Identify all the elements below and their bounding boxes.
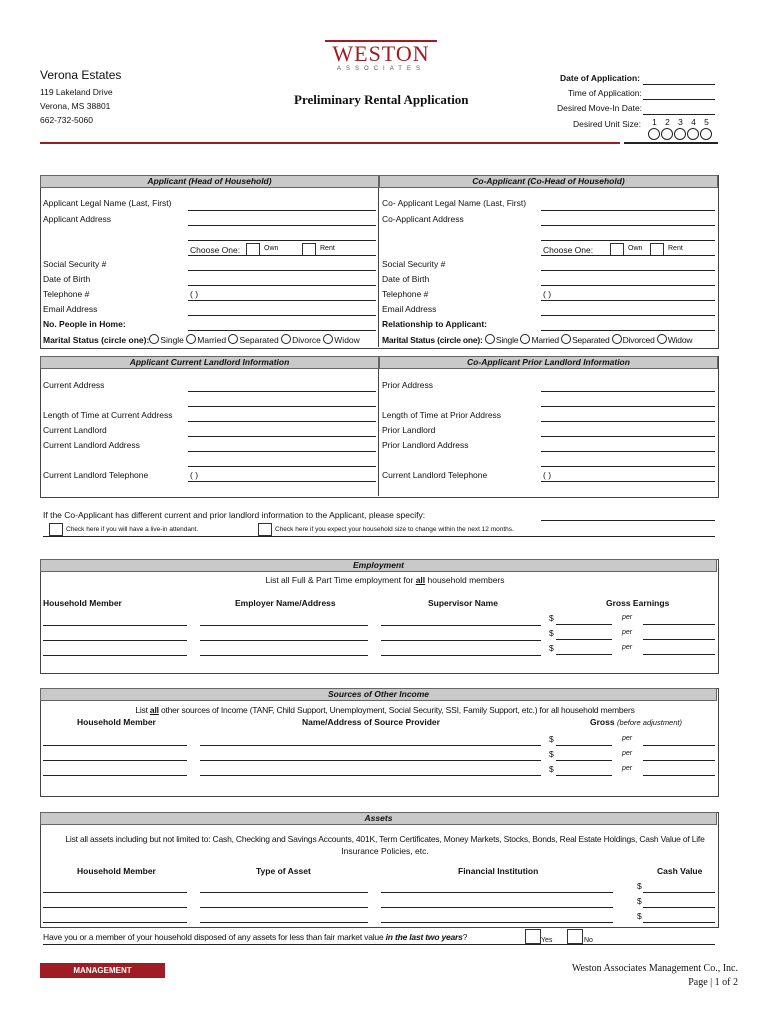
unit-size-circle-1[interactable]	[648, 128, 660, 140]
assets-disposed-question	[43, 932, 467, 942]
coapplicant-dob-field[interactable]	[541, 285, 715, 286]
coapplicant-phone-field[interactable]	[541, 300, 715, 301]
assets-col-cash: Cash Value	[657, 866, 703, 876]
checks-underline	[43, 536, 715, 537]
employment-member-field[interactable]	[43, 655, 187, 656]
header-divider-black	[624, 142, 718, 144]
coapplicant-single-label: Single	[495, 335, 519, 345]
applicant-single-label: Single	[160, 335, 184, 345]
employment-employer-field[interactable]	[200, 625, 368, 626]
move-in-date-field[interactable]	[643, 114, 715, 115]
other-income-per: per	[622, 765, 633, 772]
employment-supervisor-field[interactable]	[381, 655, 541, 656]
unit-size-4: 4	[691, 117, 696, 127]
applicant-own-label: Own	[264, 245, 279, 252]
coapplicant-widow-radio[interactable]	[657, 334, 667, 344]
length-prior-label: Length of Time at Prior Address	[382, 410, 502, 420]
current-address-field-2[interactable]	[188, 406, 376, 407]
employment-per: per	[622, 644, 633, 651]
disposed-no-checkbox[interactable]	[567, 929, 583, 944]
assets-dollar: $	[637, 911, 642, 921]
employment-per-field[interactable]	[643, 654, 715, 655]
applicant-marital-label: Marital Status (circle one):	[43, 335, 150, 345]
coapplicant-phone-label: Telephone #	[382, 289, 429, 299]
prior-address-label: Prior Address	[382, 380, 434, 390]
time-of-application-field[interactable]	[643, 99, 715, 100]
coapplicant-ssn-field[interactable]	[541, 270, 715, 271]
other-income-gross-field[interactable]	[556, 745, 612, 746]
disposed-yes-label: Yes	[541, 937, 553, 944]
coapplicant-email-field[interactable]	[541, 315, 715, 316]
other-income-sub-pre: List	[135, 705, 150, 715]
employment-member-field[interactable]	[43, 625, 187, 626]
disposed-no-label: No	[584, 937, 593, 944]
footer-page-number: Page | 1 of 2	[688, 977, 738, 988]
coapplicant-email-label: Email Address	[382, 304, 437, 314]
live-in-attendant-label: Check here if you will have a live-in attendant.	[66, 526, 199, 533]
management-label: MANAGEMENT	[73, 966, 132, 975]
employment-per-field[interactable]	[643, 639, 715, 640]
other-income-col-member: Household Member	[77, 717, 156, 727]
coapplicant-relationship-label: Relationship to Applicant:	[382, 319, 487, 329]
employment-dollar: $	[549, 613, 554, 623]
employment-member-field[interactable]	[43, 640, 187, 641]
coapplicant-separated-label: Separated	[572, 335, 610, 345]
employment-supervisor-field[interactable]	[381, 625, 541, 626]
household-size-change-checkbox[interactable]	[258, 523, 272, 536]
applicant-address-label: Applicant Address	[43, 214, 112, 224]
assets-subtitle-2: Insurance Policies, etc.	[341, 846, 429, 856]
coapplicant-phone-paren: ( )	[543, 289, 552, 299]
current-landlord-address-field-1[interactable]	[188, 451, 376, 452]
household-size-change-label: Check here if you expect your household size to change within the next 12 months.	[275, 526, 514, 533]
other-income-col-gross	[590, 717, 682, 727]
employment-gross-field[interactable]	[556, 654, 612, 655]
employment-supervisor-field[interactable]	[381, 640, 541, 641]
assets-type-field[interactable]	[200, 907, 368, 908]
other-income-per-field[interactable]	[643, 760, 715, 761]
current-landlord-label: Current Landlord	[43, 425, 107, 435]
live-in-attendant-checkbox[interactable]	[49, 523, 63, 536]
logo-sub: ASSOCIATES	[337, 66, 425, 72]
applicant-separated-label: Separated	[239, 335, 279, 345]
unit-size-circle-3[interactable]	[674, 128, 686, 140]
coapplicant-marital-row	[382, 334, 692, 345]
unit-size-circle-5[interactable]	[700, 128, 712, 140]
applicant-dob-label: Date of Birth	[43, 274, 91, 284]
unit-size-circle-4[interactable]	[687, 128, 699, 140]
other-income-provider-field[interactable]	[200, 745, 541, 746]
prior-address-field-1[interactable]	[541, 391, 715, 392]
assets-cash-field[interactable]	[643, 907, 715, 908]
other-income-member-field[interactable]	[43, 775, 187, 776]
applicant-marital-row	[43, 334, 360, 345]
assets-institution-field[interactable]	[381, 907, 613, 908]
coapplicant-own-label: Own	[628, 245, 643, 252]
disposed-yes-checkbox[interactable]	[525, 929, 541, 944]
date-of-application-field[interactable]	[643, 84, 715, 85]
other-income-provider-field[interactable]	[200, 775, 541, 776]
coapplicant-widow-label: Widow	[667, 335, 693, 345]
current-landlord-phone-field[interactable]	[188, 481, 376, 482]
prior-landlord-label: Prior Landlord	[382, 425, 436, 435]
other-income-sub-post: other sources of Income (TANF, Child Support, Unemployment, Social Security, SSI, Family Support, etc.) for all household members	[158, 705, 635, 715]
disposed-bold: in the last two years	[385, 932, 463, 942]
property-phone: 662-732-5060	[40, 115, 93, 125]
other-income-per-field[interactable]	[643, 745, 715, 746]
other-income-header: Sources of Other Income	[40, 688, 717, 701]
coapplicant-choose-line	[541, 255, 715, 256]
coapplicant-married-label: Married	[531, 335, 559, 345]
coapplicant-divorced-radio[interactable]	[612, 334, 622, 344]
landlord-header-right: Co-Applicant Prior Landlord Information	[379, 356, 718, 369]
applicant-choose-label: Choose One:	[190, 245, 241, 255]
unit-size-2: 2	[665, 117, 670, 127]
employment-col-member: Household Member	[43, 598, 122, 608]
employment-gross-field[interactable]	[556, 624, 612, 625]
applicant-divorce-radio[interactable]	[281, 334, 291, 344]
employment-employer-field[interactable]	[200, 655, 368, 656]
applicant-divider	[378, 175, 379, 347]
management-badge	[40, 963, 165, 978]
employment-sub-post: household members	[425, 575, 505, 585]
coapplicant-ssn-label: Social Security #	[382, 259, 446, 269]
prior-landlord-address-label: Prior Landlord Address	[382, 440, 469, 450]
prior-address-field-2[interactable]	[541, 406, 715, 407]
other-income-gross-field[interactable]	[556, 760, 612, 761]
other-income-provider-field[interactable]	[200, 760, 541, 761]
other-income-sub-bold: all	[149, 705, 159, 715]
assets-dollar: $	[637, 881, 642, 891]
length-current-label: Length of Time at Current Address	[43, 410, 173, 420]
assets-type-field[interactable]	[200, 892, 368, 893]
other-income-gross-italic: (before adjustment)	[616, 718, 682, 727]
right-landlord-phone-paren: ( )	[543, 470, 552, 480]
right-landlord-phone-field[interactable]	[541, 481, 715, 482]
assets-institution-field[interactable]	[381, 892, 613, 893]
applicant-separated-radio[interactable]	[228, 334, 238, 344]
coapplicant-name-field[interactable]	[541, 210, 715, 211]
unit-size-5: 5	[704, 117, 709, 127]
unit-size-3: 3	[678, 117, 683, 127]
employment-employer-field[interactable]	[200, 640, 368, 641]
coapplicant-married-radio[interactable]	[520, 334, 530, 344]
coapplicant-header: Co-Applicant (Co-Head of Household)	[379, 175, 718, 188]
time-of-application-label: Time of Application:	[568, 88, 642, 98]
other-income-gross-bold: Gross	[590, 717, 615, 727]
assets-subtitle-1: List all assets including but not limited to: Cash, Checking and Savings Accounts, 401K, Term Certificates, Money Markets, Stocks, Bonds, Real Estate Holdings, Cash Value of Life	[65, 834, 705, 844]
current-address-field-1[interactable]	[188, 391, 376, 392]
property-name: Verona Estates	[40, 68, 122, 82]
other-income-dollar: $	[549, 764, 554, 774]
coapplicant-single-radio[interactable]	[485, 334, 495, 344]
current-landlord-address-label: Current Landlord Address	[43, 440, 140, 450]
applicant-header: Applicant (Head of Household)	[40, 175, 379, 188]
employment-per-field[interactable]	[643, 624, 715, 625]
current-address-label: Current Address	[43, 380, 105, 390]
coapplicant-divorced-label: Divorced	[622, 335, 655, 345]
employment-col-employer: Employer Name/Address	[235, 598, 336, 608]
assets-col-institution: Financial Institution	[458, 866, 539, 876]
employment-dollar: $	[549, 643, 554, 653]
applicant-email-field[interactable]	[188, 315, 376, 316]
coapplicant-marital-label: Marital Status (circle one):	[382, 335, 483, 345]
assets-member-field[interactable]	[43, 892, 187, 893]
coapplicant-choose-label: Choose One:	[543, 245, 594, 255]
coapplicant-rent-label: Rent	[668, 245, 683, 252]
employment-col-supervisor: Supervisor Name	[428, 598, 498, 608]
unit-size-label: Desired Unit Size:	[573, 119, 642, 129]
prior-landlord-field[interactable]	[541, 436, 715, 437]
applicant-people-label: No. People in Home:	[43, 319, 126, 329]
coapplicant-address-field-2[interactable]	[541, 240, 715, 241]
employment-per: per	[622, 614, 633, 621]
assets-institution-field[interactable]	[381, 922, 613, 923]
other-income-per-field[interactable]	[643, 775, 715, 776]
disposed-pre: Have you or a member of your household disposed of any assets for less than fair market value	[43, 932, 386, 942]
footer-company: Weston Associates Management Co., Inc.	[571, 963, 738, 974]
unit-size-circle-2[interactable]	[661, 128, 673, 140]
applicant-choose-line	[188, 255, 376, 256]
employment-header: Employment	[40, 559, 717, 572]
header-divider-red	[40, 142, 620, 144]
logo-main: WESTON	[332, 41, 430, 66]
assets-cash-field[interactable]	[643, 922, 715, 923]
assets-dollar: $	[637, 896, 642, 906]
prior-landlord-address-field-1[interactable]	[541, 451, 715, 452]
employment-gross-field[interactable]	[556, 639, 612, 640]
applicant-phone-label: Telephone #	[43, 289, 90, 299]
applicant-phone-paren: ( )	[190, 289, 199, 299]
other-income-dollar: $	[549, 734, 554, 744]
applicant-name-field[interactable]	[188, 210, 376, 211]
other-income-per: per	[622, 750, 633, 757]
applicant-people-field[interactable]	[188, 330, 376, 331]
employment-subtitle	[0, 575, 770, 585]
applicant-phone-field[interactable]	[188, 300, 376, 301]
applicant-ssn-field[interactable]	[188, 270, 376, 271]
other-income-col-provider: Name/Address of Source Provider	[302, 717, 440, 727]
employment-dollar: $	[549, 628, 554, 638]
length-current-field[interactable]	[188, 421, 376, 422]
coapplicant-name-label: Co- Applicant Legal Name (Last, First)	[382, 198, 527, 208]
applicant-married-radio[interactable]	[186, 334, 196, 344]
applicant-divorce-label: Divorce	[292, 335, 321, 345]
current-landlord-phone-paren: ( )	[190, 470, 199, 480]
employment-col-gross: Gross Earnings	[606, 598, 670, 608]
other-income-dollar: $	[549, 749, 554, 759]
employment-sub-pre: List all Full & Part Time employment for	[265, 575, 416, 585]
property-address-line1: 119 Lakeland Drive	[40, 87, 113, 97]
date-of-application-label: Date of Application:	[560, 73, 640, 83]
applicant-address-field-2[interactable]	[188, 240, 376, 241]
employment-per: per	[622, 629, 633, 636]
coapplicant-address-label: Co-Applicant Address	[382, 214, 464, 224]
landlord-divider	[378, 356, 379, 496]
applicant-widow-radio[interactable]	[323, 334, 333, 344]
assets-member-field[interactable]	[43, 907, 187, 908]
prior-landlord-address-field-2[interactable]	[541, 466, 715, 467]
right-landlord-phone-label: Current Landlord Telephone	[382, 470, 488, 480]
other-income-gross-field[interactable]	[556, 775, 612, 776]
coapplicant-relationship-field[interactable]	[541, 330, 715, 331]
applicant-dob-field[interactable]	[188, 285, 376, 286]
move-in-date-label: Desired Move-In Date:	[557, 103, 643, 113]
assets-cash-field[interactable]	[643, 892, 715, 893]
assets-type-field[interactable]	[200, 922, 368, 923]
unit-size-options	[648, 117, 713, 140]
applicant-name-label: Applicant Legal Name (Last, First)	[43, 198, 172, 208]
assets-header: Assets	[40, 812, 717, 825]
landlord-header-left: Applicant Current Landlord Information	[40, 356, 379, 369]
other-income-per: per	[622, 735, 633, 742]
disposed-underline	[43, 944, 715, 945]
different-landlord-field[interactable]	[541, 520, 715, 521]
property-address-line2: Verona, MS 38801	[40, 101, 111, 111]
applicant-email-label: Email Address	[43, 304, 98, 314]
weston-logo	[325, 40, 437, 72]
current-landlord-field[interactable]	[188, 436, 376, 437]
other-income-member-field[interactable]	[43, 745, 187, 746]
different-landlord-text: If the Co-Applicant has different current and prior landlord information to the Applicant, please specify:	[43, 510, 426, 520]
length-prior-field[interactable]	[541, 421, 715, 422]
employment-sub-bold: all	[415, 575, 426, 585]
assets-col-type: Type of Asset	[256, 866, 311, 876]
coapplicant-address-field-1[interactable]	[541, 225, 715, 226]
current-landlord-address-field-2[interactable]	[188, 466, 376, 467]
page-title: Preliminary Rental Application	[294, 92, 469, 107]
applicant-widow-label: Widow	[334, 335, 360, 345]
assets-col-member: Household Member	[77, 866, 156, 876]
current-landlord-phone-label: Current Landlord Telephone	[43, 470, 149, 480]
other-income-member-field[interactable]	[43, 760, 187, 761]
applicant-ssn-label: Social Security #	[43, 259, 107, 269]
applicant-married-label: Married	[197, 335, 227, 345]
coapplicant-dob-label: Date of Birth	[382, 274, 430, 284]
applicant-single-radio[interactable]	[149, 334, 159, 344]
applicant-rent-label: Rent	[320, 245, 335, 252]
unit-size-1: 1	[652, 117, 657, 127]
applicant-address-field-1[interactable]	[188, 225, 376, 226]
other-income-subtitle	[0, 705, 770, 715]
coapplicant-separated-radio[interactable]	[561, 334, 571, 344]
disposed-post: ?	[462, 932, 468, 942]
assets-member-field[interactable]	[43, 922, 187, 923]
